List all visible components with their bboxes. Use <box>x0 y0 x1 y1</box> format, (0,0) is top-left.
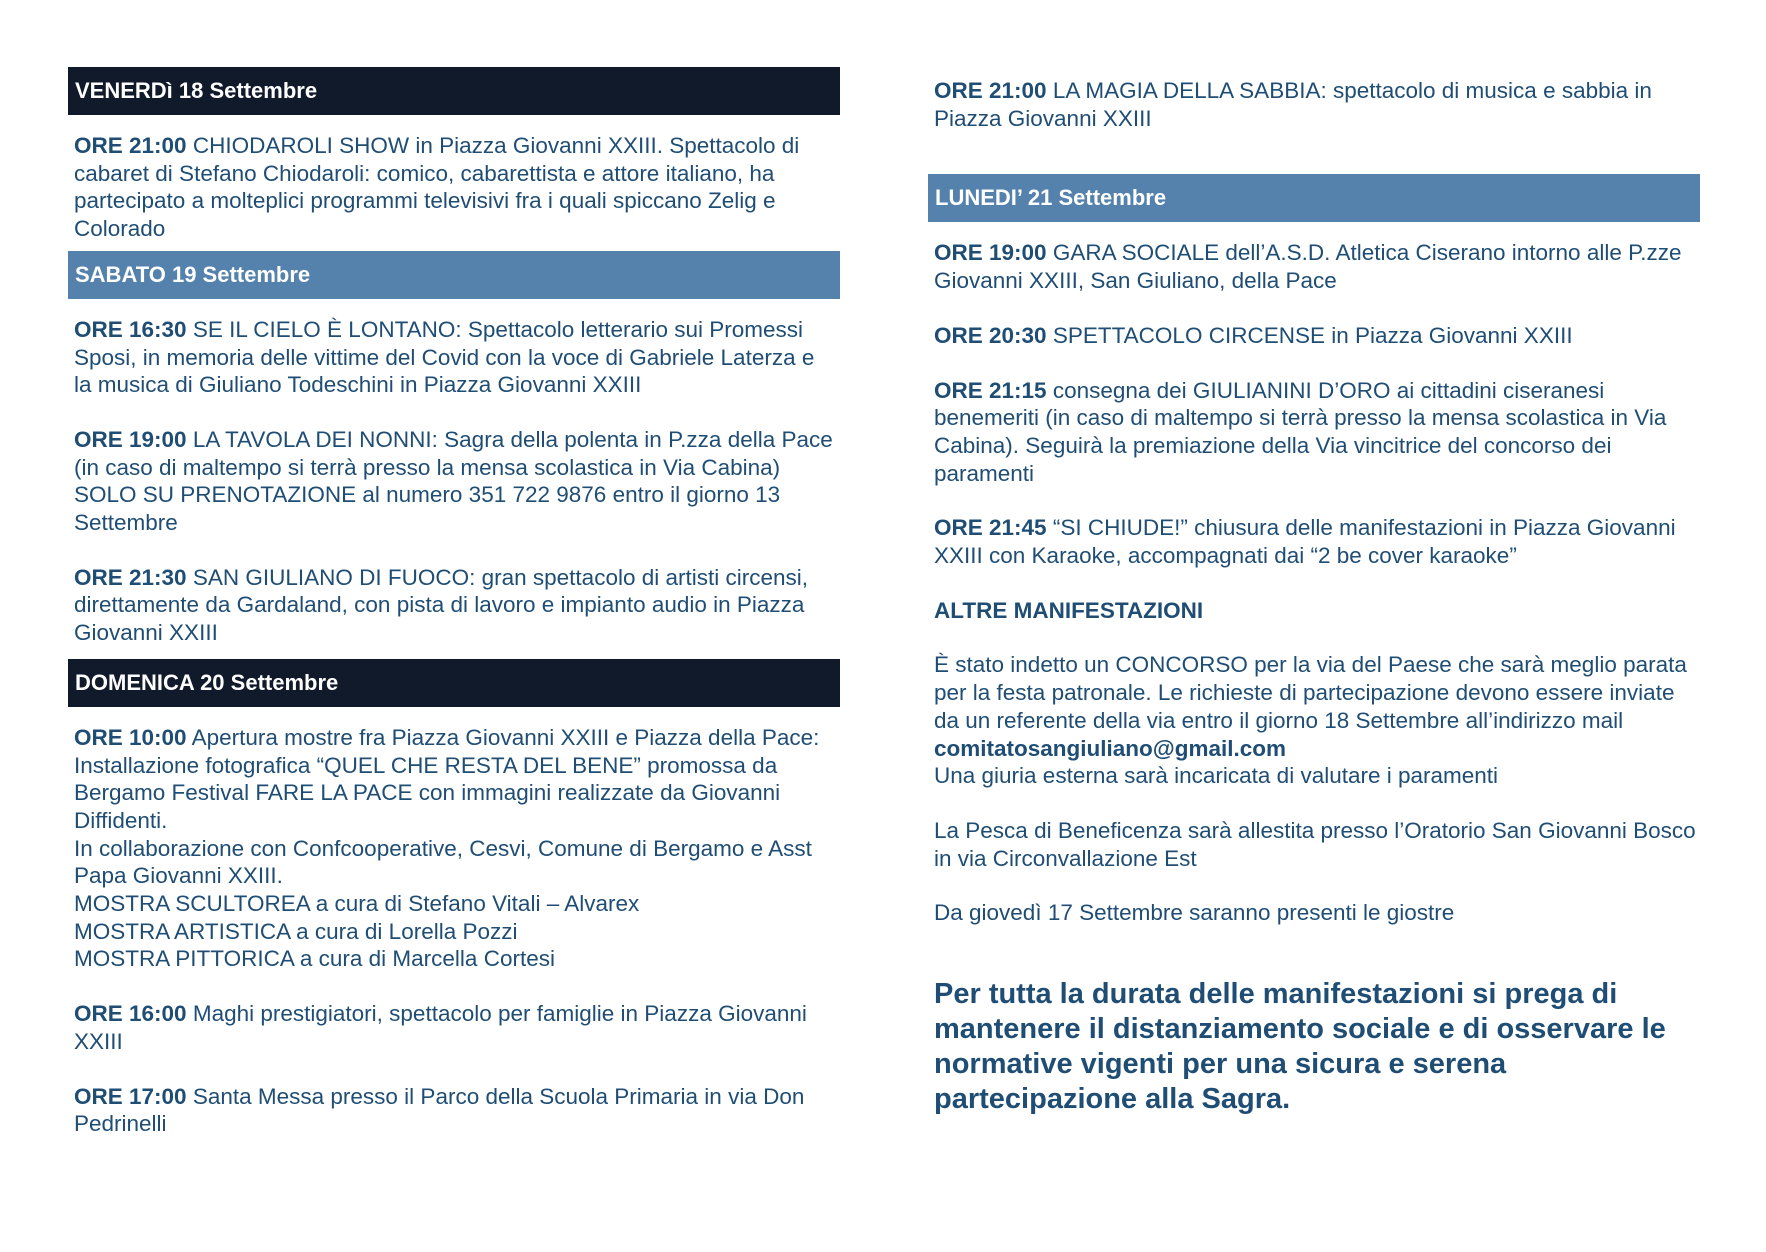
event-time: ORE 20:30 <box>934 322 1047 348</box>
event-description: SPETTACOLO CIRCENSE in Piazza Giovanni XXIII <box>1052 322 1573 348</box>
event-time: ORE 16:30 <box>74 316 187 342</box>
event-description: Santa Messa presso il Parco della Scuola Primaria in via Don Pedrinelli <box>74 1083 805 1137</box>
charity-paragraph: La Pesca di Beneficenza sarà allestita presso l’Oratorio San Giovanni Bosco in via Circonvallazione Est <box>934 817 1696 871</box>
social-distancing-note: Per tutta la durata delle manifestazioni si prega di mantenere il distanziamento sociale e di osservare le normative vigenti per una sicura e serena partecipazione alla Sagra. <box>934 978 1666 1116</box>
contact-email-link[interactable]: comitatosangiuliano@gmail.com <box>934 735 1286 761</box>
event-time: ORE 19:00 <box>74 426 187 452</box>
event-time: ORE 21:00 <box>74 133 187 158</box>
right-column <box>928 0 1700 1117</box>
event-description: GARA SOCIALE dell’A.S.D. Atletica Ciserano intorno alle P.zze Giovanni XXIII, San Giuliano, della Pace <box>934 240 1682 294</box>
event-time: ORE 17:00 <box>74 1083 187 1109</box>
left-column <box>68 0 840 1138</box>
contest-text: È stato indetto un CONCORSO per la via del Paese che sarà meglio parata per la festa patronale. Le richieste di partecipazione devono essere inviate da un referente della via entro il giorno 18 Settembre all’indirizzo mail <box>934 652 1687 733</box>
contest-paragraph <box>928 651 1700 790</box>
event-description: LA TAVOLA DEI NONNI: Sagra della polenta in P.zza della Pace (in caso di maltempo si terrà presso la mensa scolastica in Via Cabina) SOLO SU PRENOTAZIONE al numero 351 722 9876 entro il giorno 13 Settembre <box>74 426 833 536</box>
exhibition-painting: MOSTRA PITTORICA a cura di Marcella Cortesi <box>74 946 555 972</box>
event-description: consegna dei GIULIANINI D’ORO ai cittadini ciseranesi benemeriti (in caso di maltempo si terrà presso la mensa scolastica in Via Cabina). Seguirà la premiazione della Via vincitrice del concorso dei paramenti <box>934 377 1667 486</box>
event-description: CHIODAROLI SHOW in Piazza Giovanni XXIII. Spettacolo di cabaret di Stefano Chiodaroli: comico, cabarettista e attore italiano, ha partecipato a molteplici programmi televisivi fra i quali spiccano Zelig e Colorado <box>74 133 800 242</box>
event-mon-2145 <box>928 514 1700 569</box>
event-description: Maghi prestigiatori, spettacolo per famiglie in Piazza Giovanni XXIII <box>74 1001 807 1054</box>
event-description: LA MAGIA DELLA SABBIA: spettacolo di musica e sabbia in Piazza Giovanni XXIII <box>934 78 1652 131</box>
exhibition-art: MOSTRA ARTISTICA a cura di Lorella Pozzi <box>74 918 518 944</box>
event-time: ORE 10:00 <box>74 724 187 750</box>
section-title-other-events: ALTRE MANIFESTAZIONI <box>934 597 1204 623</box>
event-time: ORE 21:15 <box>934 377 1047 403</box>
event-sun-1600 <box>68 1000 840 1055</box>
event-description: SE IL CIELO È LONTANO: Spettacolo letterario sui Promessi Sposi, in memoria delle vittime del Covid con la voce di Gabriele Laterza e la musica di Giuliano Todeschini in Piazza Giovanni XXIII <box>74 316 815 398</box>
exhibition-collaboration: In collaborazione con Confcooperative, Cesvi, Comune di Bergamo e Asst Papa Giovanni XXIII. <box>74 835 812 889</box>
event-time: ORE 21:45 <box>934 515 1047 541</box>
event-fri-2100 <box>68 132 840 243</box>
event-description: “SI CHIUDE!” chiusura delle manifestazioni in Piazza Giovanni XXIII con Karaoke, accompagnati dai “2 be cover karaoke” <box>934 515 1676 569</box>
event-sat-2130 <box>68 564 840 647</box>
event-sat-1630 <box>68 316 840 399</box>
event-time: ORE 19:00 <box>934 240 1047 266</box>
event-description: Apertura mostre fra Piazza Giovanni XXIII e Piazza della Pace: <box>191 724 820 750</box>
event-mon-2030 <box>928 322 1700 350</box>
exhibition-photo: Installazione fotografica “QUEL CHE RESTA DEL BENE” promossa da Bergamo Festival FARE LA PACE con immagini realizzate da Giovanni Diffidenti. <box>74 752 781 833</box>
event-sat-1900 <box>68 426 840 537</box>
day-header-monday: LUNEDI’ 21 Settembre <box>928 174 1700 222</box>
exhibition-sculpture: MOSTRA SCULTOREA a cura di Stefano Vitali – Alvarex <box>74 891 640 917</box>
event-time: ORE 21:00 <box>934 78 1047 103</box>
event-sun-2100 <box>928 77 1700 132</box>
jury-text: Una giuria esterna sarà incaricata di valutare i paramenti <box>934 763 1499 789</box>
event-sun-1000 <box>68 724 840 973</box>
event-time: ORE 21:30 <box>74 564 187 590</box>
event-mon-1900 <box>928 239 1700 294</box>
event-description: SAN GIULIANO DI FUOCO: gran spettacolo di artisti circensi, direttamente da Gardaland, con pista di lavoro e impianto audio in Piazza Giovanni XXIII <box>74 564 809 646</box>
day-header-friday: VENERDì 18 Settembre <box>68 67 840 115</box>
day-header-sunday: DOMENICA 20 Settembre <box>68 659 840 707</box>
rides-paragraph: Da giovedì 17 Settembre saranno presenti le giostre <box>934 900 1455 926</box>
event-time: ORE 16:00 <box>74 1001 187 1027</box>
event-mon-2115 <box>928 377 1700 488</box>
day-header-saturday: SABATO 19 Settembre <box>68 251 840 299</box>
event-sun-1700 <box>68 1083 840 1138</box>
